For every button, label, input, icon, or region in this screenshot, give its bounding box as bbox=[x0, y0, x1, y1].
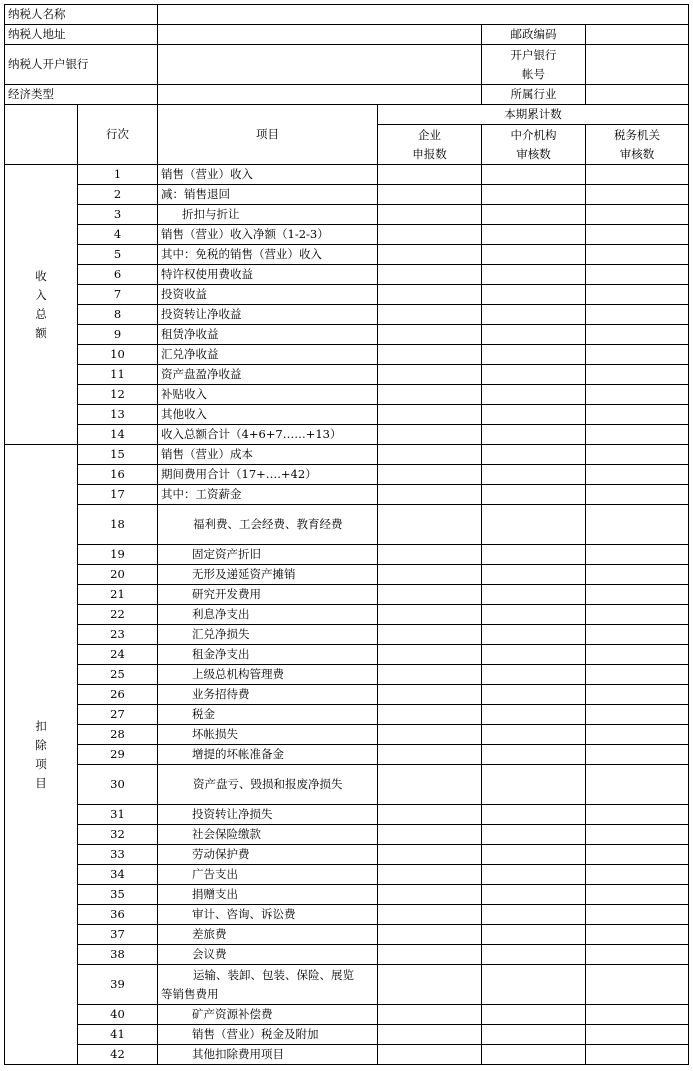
row-number: 16 bbox=[78, 465, 158, 485]
agency-value-cell[interactable] bbox=[482, 725, 586, 745]
row-number: 31 bbox=[78, 805, 158, 825]
row-item: 汇兑净收益 bbox=[158, 345, 378, 365]
row-item-text: 运输、装卸、包装、保险、展览等销售费用 bbox=[161, 967, 354, 1001]
table-row bbox=[5, 285, 689, 305]
tax-return-form bbox=[4, 4, 689, 1065]
row-item: 会议费 bbox=[158, 945, 378, 965]
tax-authority-value-cell[interactable] bbox=[586, 925, 689, 945]
table-row bbox=[5, 665, 689, 685]
agency-value-cell[interactable] bbox=[482, 505, 586, 545]
row-item bbox=[158, 505, 378, 545]
agency-value-cell[interactable] bbox=[482, 465, 586, 485]
table-row bbox=[5, 425, 689, 445]
row-item: 研究开发费用 bbox=[158, 585, 378, 605]
agency-value-cell[interactable] bbox=[482, 265, 586, 285]
enterprise-value-cell[interactable] bbox=[378, 945, 482, 965]
table-row bbox=[5, 925, 689, 945]
agency-value-cell[interactable] bbox=[482, 945, 586, 965]
enterprise-value-cell[interactable] bbox=[378, 1045, 482, 1065]
enterprise-value-cell[interactable] bbox=[378, 225, 482, 245]
table-row bbox=[5, 845, 689, 865]
enterprise-value-cell[interactable] bbox=[378, 685, 482, 705]
row-item: 上级总机构管理费 bbox=[158, 665, 378, 685]
col-enterprise-line2: 申报数 bbox=[412, 146, 447, 161]
row-number: 20 bbox=[78, 565, 158, 585]
row-item: 其他扣除费用项目 bbox=[158, 1045, 378, 1065]
row-number: 7 bbox=[78, 285, 158, 305]
row-item: 坏帐损失 bbox=[158, 725, 378, 745]
table-row bbox=[5, 205, 689, 225]
tax-authority-value-cell[interactable] bbox=[586, 325, 689, 345]
table-row bbox=[5, 745, 689, 765]
tax-authority-value-cell[interactable] bbox=[586, 1005, 689, 1025]
section-char: 额 bbox=[35, 325, 47, 340]
agency-value-cell[interactable] bbox=[482, 825, 586, 845]
tax-authority-value-cell[interactable] bbox=[586, 485, 689, 505]
table-row bbox=[5, 565, 689, 585]
tax-authority-value-cell[interactable] bbox=[586, 205, 689, 225]
row-item-text: 资产盘亏、毁损和报废净损失 bbox=[193, 777, 343, 791]
enterprise-value-cell[interactable] bbox=[378, 325, 482, 345]
enterprise-value-cell[interactable] bbox=[378, 405, 482, 425]
deduction-section-label bbox=[5, 445, 78, 1065]
taxpayer-name-label: 纳税人名称 bbox=[5, 5, 158, 25]
bank-account-label bbox=[482, 45, 586, 85]
tax-authority-value-cell[interactable] bbox=[586, 805, 689, 825]
agency-value-cell[interactable] bbox=[482, 765, 586, 805]
tax-authority-value-cell[interactable] bbox=[586, 405, 689, 425]
agency-value-cell[interactable] bbox=[482, 1005, 586, 1025]
col-agency bbox=[482, 125, 586, 165]
table-row bbox=[5, 265, 689, 285]
tax-authority-value-cell[interactable] bbox=[586, 725, 689, 745]
row-number: 40 bbox=[78, 1005, 158, 1025]
table-row bbox=[5, 605, 689, 625]
enterprise-value-cell[interactable] bbox=[378, 905, 482, 925]
row-item: 特许权使用费收益 bbox=[158, 265, 378, 285]
tax-authority-value-cell[interactable] bbox=[586, 545, 689, 565]
row-item bbox=[158, 965, 378, 1005]
enterprise-value-cell[interactable] bbox=[378, 245, 482, 265]
enterprise-value-cell[interactable] bbox=[378, 1005, 482, 1025]
tax-authority-value-cell[interactable] bbox=[586, 365, 689, 385]
agency-value-cell[interactable] bbox=[482, 865, 586, 885]
section-char: 入 bbox=[35, 287, 47, 302]
col-cumulative: 本期累计数 bbox=[378, 105, 689, 125]
enterprise-value-cell[interactable] bbox=[378, 445, 482, 465]
row-number: 17 bbox=[78, 485, 158, 505]
agency-value-cell[interactable] bbox=[482, 645, 586, 665]
row-number: 30 bbox=[78, 765, 158, 805]
row-item: 劳动保护费 bbox=[158, 845, 378, 865]
section-char: 收 bbox=[35, 268, 47, 283]
row-item: 固定资产折旧 bbox=[158, 545, 378, 565]
table-row bbox=[5, 965, 689, 1005]
enterprise-value-cell[interactable] bbox=[378, 865, 482, 885]
enterprise-value-cell[interactable] bbox=[378, 465, 482, 485]
row-number: 12 bbox=[78, 385, 158, 405]
enterprise-value-cell[interactable] bbox=[378, 845, 482, 865]
row-item: 其中：免税的销售（营业）收入 bbox=[158, 245, 378, 265]
section-char: 扣 bbox=[35, 718, 47, 733]
row-number: 24 bbox=[78, 645, 158, 665]
row-number: 35 bbox=[78, 885, 158, 905]
table-row bbox=[5, 905, 689, 925]
table-row bbox=[5, 305, 689, 325]
tax-authority-value-cell[interactable] bbox=[586, 765, 689, 805]
row-number: 10 bbox=[78, 345, 158, 365]
agency-value-cell[interactable] bbox=[482, 965, 586, 1005]
industry-field[interactable] bbox=[586, 85, 689, 105]
agency-value-cell[interactable] bbox=[482, 365, 586, 385]
row-item: 补贴收入 bbox=[158, 385, 378, 405]
bank-field[interactable] bbox=[158, 45, 482, 85]
row-number: 34 bbox=[78, 865, 158, 885]
agency-value-cell[interactable] bbox=[482, 1025, 586, 1045]
enterprise-value-cell[interactable] bbox=[378, 425, 482, 445]
row-item: 广告支出 bbox=[158, 865, 378, 885]
agency-value-cell[interactable] bbox=[482, 905, 586, 925]
row-item: 差旅费 bbox=[158, 925, 378, 945]
tax-authority-value-cell[interactable] bbox=[586, 605, 689, 625]
postal-code-field[interactable] bbox=[586, 25, 689, 45]
tax-authority-value-cell[interactable] bbox=[586, 165, 689, 185]
agency-value-cell[interactable] bbox=[482, 545, 586, 565]
col-agency-line2: 审核数 bbox=[516, 146, 551, 161]
table-row bbox=[5, 585, 689, 605]
taxpayer-name-field[interactable] bbox=[158, 5, 689, 25]
row-number: 9 bbox=[78, 325, 158, 345]
table-row bbox=[5, 325, 689, 345]
section-char: 目 bbox=[35, 775, 47, 790]
row-number: 41 bbox=[78, 1025, 158, 1045]
row-item: 收入总额合计（4+6+7……+13） bbox=[158, 425, 378, 445]
taxpayer-address-label: 纳税人地址 bbox=[5, 25, 158, 45]
agency-value-cell[interactable] bbox=[482, 1045, 586, 1065]
col-tax-line1: 税务机关 bbox=[614, 127, 660, 142]
enterprise-value-cell[interactable] bbox=[378, 285, 482, 305]
row-item: 销售（营业）成本 bbox=[158, 445, 378, 465]
agency-value-cell[interactable] bbox=[482, 305, 586, 325]
row-item: 社会保险缴款 bbox=[158, 825, 378, 845]
row-item: 资产盘盈净收益 bbox=[158, 365, 378, 385]
row-number: 18 bbox=[78, 505, 158, 545]
enterprise-value-cell[interactable] bbox=[378, 825, 482, 845]
row-number: 1 bbox=[78, 165, 158, 185]
tax-authority-value-cell[interactable] bbox=[586, 285, 689, 305]
row-item: 租赁净收益 bbox=[158, 325, 378, 345]
row-number: 27 bbox=[78, 705, 158, 725]
enterprise-value-cell[interactable] bbox=[378, 645, 482, 665]
enterprise-value-cell[interactable] bbox=[378, 765, 482, 805]
row-number: 28 bbox=[78, 725, 158, 745]
row-number: 14 bbox=[78, 425, 158, 445]
enterprise-value-cell[interactable] bbox=[378, 185, 482, 205]
agency-value-cell[interactable] bbox=[482, 445, 586, 465]
enterprise-value-cell[interactable] bbox=[378, 805, 482, 825]
tax-authority-value-cell[interactable] bbox=[586, 865, 689, 885]
agency-value-cell[interactable] bbox=[482, 805, 586, 825]
enterprise-value-cell[interactable] bbox=[378, 1025, 482, 1045]
row-number: 11 bbox=[78, 365, 158, 385]
tax-authority-value-cell[interactable] bbox=[586, 345, 689, 365]
table-row bbox=[5, 365, 689, 385]
agency-value-cell[interactable] bbox=[482, 585, 586, 605]
row-number: 2 bbox=[78, 185, 158, 205]
enterprise-value-cell[interactable] bbox=[378, 485, 482, 505]
agency-value-cell[interactable] bbox=[482, 605, 586, 625]
table-row bbox=[5, 825, 689, 845]
enterprise-value-cell[interactable] bbox=[378, 725, 482, 745]
enterprise-value-cell[interactable] bbox=[378, 265, 482, 285]
tax-authority-value-cell[interactable] bbox=[586, 385, 689, 405]
table-row bbox=[5, 445, 689, 465]
agency-value-cell[interactable] bbox=[482, 345, 586, 365]
table-row bbox=[5, 725, 689, 745]
table-row bbox=[5, 505, 689, 545]
tax-authority-value-cell[interactable] bbox=[586, 445, 689, 465]
enterprise-value-cell[interactable] bbox=[378, 565, 482, 585]
enterprise-value-cell[interactable] bbox=[378, 745, 482, 765]
table-row bbox=[5, 645, 689, 665]
row-item: 折扣与折让 bbox=[158, 205, 378, 225]
tax-authority-value-cell[interactable] bbox=[586, 585, 689, 605]
row-number: 37 bbox=[78, 925, 158, 945]
agency-value-cell[interactable] bbox=[482, 665, 586, 685]
col-enterprise-line1: 企业 bbox=[418, 127, 441, 142]
agency-value-cell[interactable] bbox=[482, 685, 586, 705]
tax-authority-value-cell[interactable] bbox=[586, 945, 689, 965]
row-number: 25 bbox=[78, 665, 158, 685]
tax-authority-value-cell[interactable] bbox=[586, 825, 689, 845]
enterprise-value-cell[interactable] bbox=[378, 885, 482, 905]
table-row bbox=[5, 465, 689, 485]
table-row bbox=[5, 405, 689, 425]
col-tax-line2: 审核数 bbox=[619, 146, 655, 161]
enterprise-value-cell[interactable] bbox=[378, 505, 482, 545]
table-row bbox=[5, 225, 689, 245]
industry-label: 所属行业 bbox=[482, 85, 586, 105]
tax-authority-value-cell[interactable] bbox=[586, 1025, 689, 1045]
taxpayer-address-field[interactable] bbox=[158, 25, 482, 45]
tax-authority-value-cell[interactable] bbox=[586, 705, 689, 725]
agency-value-cell[interactable] bbox=[482, 845, 586, 865]
enterprise-value-cell[interactable] bbox=[378, 665, 482, 685]
tax-authority-value-cell[interactable] bbox=[586, 505, 689, 545]
row-number: 15 bbox=[78, 445, 158, 465]
table-row bbox=[5, 165, 689, 185]
agency-value-cell[interactable] bbox=[482, 425, 586, 445]
tax-authority-value-cell[interactable] bbox=[586, 265, 689, 285]
tax-authority-value-cell[interactable] bbox=[586, 185, 689, 205]
income-section-label bbox=[5, 165, 78, 445]
row-number: 32 bbox=[78, 825, 158, 845]
table-row bbox=[5, 685, 689, 705]
agency-value-cell[interactable] bbox=[482, 485, 586, 505]
table-row bbox=[5, 1025, 689, 1045]
table-row bbox=[5, 805, 689, 825]
agency-value-cell[interactable] bbox=[482, 625, 586, 645]
agency-value-cell[interactable] bbox=[482, 405, 586, 425]
tax-authority-value-cell[interactable] bbox=[586, 665, 689, 685]
row-number: 33 bbox=[78, 845, 158, 865]
table-row bbox=[5, 245, 689, 265]
table-row bbox=[5, 385, 689, 405]
tax-authority-value-cell[interactable] bbox=[586, 245, 689, 265]
income-section bbox=[5, 165, 689, 445]
row-item: 矿产资源补偿费 bbox=[158, 1005, 378, 1025]
economic-type-label: 经济类型 bbox=[5, 85, 158, 105]
col-tax-authority bbox=[586, 125, 689, 165]
col-agency-line1: 中介机构 bbox=[510, 127, 557, 142]
row-number: 38 bbox=[78, 945, 158, 965]
tax-authority-value-cell[interactable] bbox=[586, 965, 689, 1005]
enterprise-value-cell[interactable] bbox=[378, 625, 482, 645]
row-item: 销售（营业）收入 bbox=[158, 165, 378, 185]
agency-value-cell[interactable] bbox=[482, 745, 586, 765]
postal-code-label: 邮政编码 bbox=[482, 25, 586, 45]
bank-account-label-line2: 帐号 bbox=[522, 66, 545, 81]
row-number: 26 bbox=[78, 685, 158, 705]
bank-account-label-line1: 开户银行 bbox=[510, 47, 557, 62]
section-char: 除 bbox=[35, 737, 47, 752]
table-row bbox=[5, 485, 689, 505]
tax-authority-value-cell[interactable] bbox=[586, 565, 689, 585]
row-item: 增提的坏帐准备金 bbox=[158, 745, 378, 765]
enterprise-value-cell[interactable] bbox=[378, 365, 482, 385]
row-item: 销售（营业）税金及附加 bbox=[158, 1025, 378, 1045]
row-item: 其他收入 bbox=[158, 405, 378, 425]
row-number: 23 bbox=[78, 625, 158, 645]
row-number: 42 bbox=[78, 1045, 158, 1065]
row-item: 减：销售退回 bbox=[158, 185, 378, 205]
tax-authority-value-cell[interactable] bbox=[586, 885, 689, 905]
row-number: 4 bbox=[78, 225, 158, 245]
row-item bbox=[158, 765, 378, 805]
tax-authority-value-cell[interactable] bbox=[586, 225, 689, 245]
agency-value-cell[interactable] bbox=[482, 565, 586, 585]
table-row bbox=[5, 625, 689, 645]
table-row bbox=[5, 865, 689, 885]
enterprise-value-cell[interactable] bbox=[378, 385, 482, 405]
tax-authority-value-cell[interactable] bbox=[586, 425, 689, 445]
row-item: 租金净支出 bbox=[158, 645, 378, 665]
table-row bbox=[5, 1005, 689, 1025]
section-char: 项 bbox=[35, 756, 47, 771]
agency-value-cell[interactable] bbox=[482, 925, 586, 945]
row-item: 投资转让净收益 bbox=[158, 305, 378, 325]
row-item: 投资转让净损失 bbox=[158, 805, 378, 825]
enterprise-value-cell[interactable] bbox=[378, 165, 482, 185]
agency-value-cell[interactable] bbox=[482, 205, 586, 225]
row-number: 36 bbox=[78, 905, 158, 925]
row-number: 21 bbox=[78, 585, 158, 605]
row-item: 利息净支出 bbox=[158, 605, 378, 625]
col-item: 项目 bbox=[158, 105, 378, 165]
enterprise-value-cell[interactable] bbox=[378, 705, 482, 725]
agency-value-cell[interactable] bbox=[482, 225, 586, 245]
enterprise-value-cell[interactable] bbox=[378, 345, 482, 365]
section-char: 总 bbox=[35, 306, 47, 321]
row-item: 销售（营业）收入净额（1-2-3） bbox=[158, 225, 378, 245]
row-item: 其中：工资薪金 bbox=[158, 485, 378, 505]
row-number: 19 bbox=[78, 545, 158, 565]
tax-authority-value-cell[interactable] bbox=[586, 465, 689, 485]
enterprise-value-cell[interactable] bbox=[378, 545, 482, 565]
enterprise-value-cell[interactable] bbox=[378, 205, 482, 225]
agency-value-cell[interactable] bbox=[482, 285, 586, 305]
row-number: 6 bbox=[78, 265, 158, 285]
agency-value-cell[interactable] bbox=[482, 325, 586, 345]
tax-authority-value-cell[interactable] bbox=[586, 905, 689, 925]
row-item: 汇兑净损失 bbox=[158, 625, 378, 645]
enterprise-value-cell[interactable] bbox=[378, 585, 482, 605]
table-row bbox=[5, 545, 689, 565]
row-number: 3 bbox=[78, 205, 158, 225]
agency-value-cell[interactable] bbox=[482, 185, 586, 205]
tax-authority-value-cell[interactable] bbox=[586, 645, 689, 665]
row-number: 22 bbox=[78, 605, 158, 625]
agency-value-cell[interactable] bbox=[482, 385, 586, 405]
table-row bbox=[5, 185, 689, 205]
row-number: 29 bbox=[78, 745, 158, 765]
agency-value-cell[interactable] bbox=[482, 245, 586, 265]
table-row bbox=[5, 765, 689, 805]
table-row bbox=[5, 945, 689, 965]
bank-account-field[interactable] bbox=[586, 45, 689, 85]
row-item: 无形及递延资产摊销 bbox=[158, 565, 378, 585]
row-item: 期间费用合计（17+….+42） bbox=[158, 465, 378, 485]
bank-label: 纳税人开户银行 bbox=[5, 45, 158, 85]
col-row-no: 行次 bbox=[78, 105, 158, 165]
enterprise-value-cell[interactable] bbox=[378, 925, 482, 945]
row-item-text: 福利费、工会经费、教育经费 bbox=[193, 517, 343, 531]
agency-value-cell[interactable] bbox=[482, 705, 586, 725]
row-item: 投资收益 bbox=[158, 285, 378, 305]
table-row bbox=[5, 705, 689, 725]
deduction-section bbox=[5, 445, 689, 1065]
tax-authority-value-cell[interactable] bbox=[586, 305, 689, 325]
tax-authority-value-cell[interactable] bbox=[586, 1045, 689, 1065]
row-number: 13 bbox=[78, 405, 158, 425]
row-number: 5 bbox=[78, 245, 158, 265]
tax-authority-value-cell[interactable] bbox=[586, 745, 689, 765]
agency-value-cell[interactable] bbox=[482, 885, 586, 905]
agency-value-cell[interactable] bbox=[482, 165, 586, 185]
table-row bbox=[5, 1045, 689, 1065]
tax-authority-value-cell[interactable] bbox=[586, 625, 689, 645]
col-enterprise bbox=[378, 125, 482, 165]
row-number: 39 bbox=[78, 965, 158, 1005]
tax-authority-value-cell[interactable] bbox=[586, 685, 689, 705]
section-header-blank bbox=[5, 105, 78, 165]
economic-type-field[interactable] bbox=[158, 85, 482, 105]
enterprise-value-cell[interactable] bbox=[378, 305, 482, 325]
enterprise-value-cell[interactable] bbox=[378, 605, 482, 625]
table-row bbox=[5, 345, 689, 365]
row-item: 捐赠支出 bbox=[158, 885, 378, 905]
table-row bbox=[5, 885, 689, 905]
row-item: 税金 bbox=[158, 705, 378, 725]
enterprise-value-cell[interactable] bbox=[378, 965, 482, 1005]
row-item: 业务招待费 bbox=[158, 685, 378, 705]
row-item: 审计、咨询、诉讼费 bbox=[158, 905, 378, 925]
tax-authority-value-cell[interactable] bbox=[586, 845, 689, 865]
row-number: 8 bbox=[78, 305, 158, 325]
